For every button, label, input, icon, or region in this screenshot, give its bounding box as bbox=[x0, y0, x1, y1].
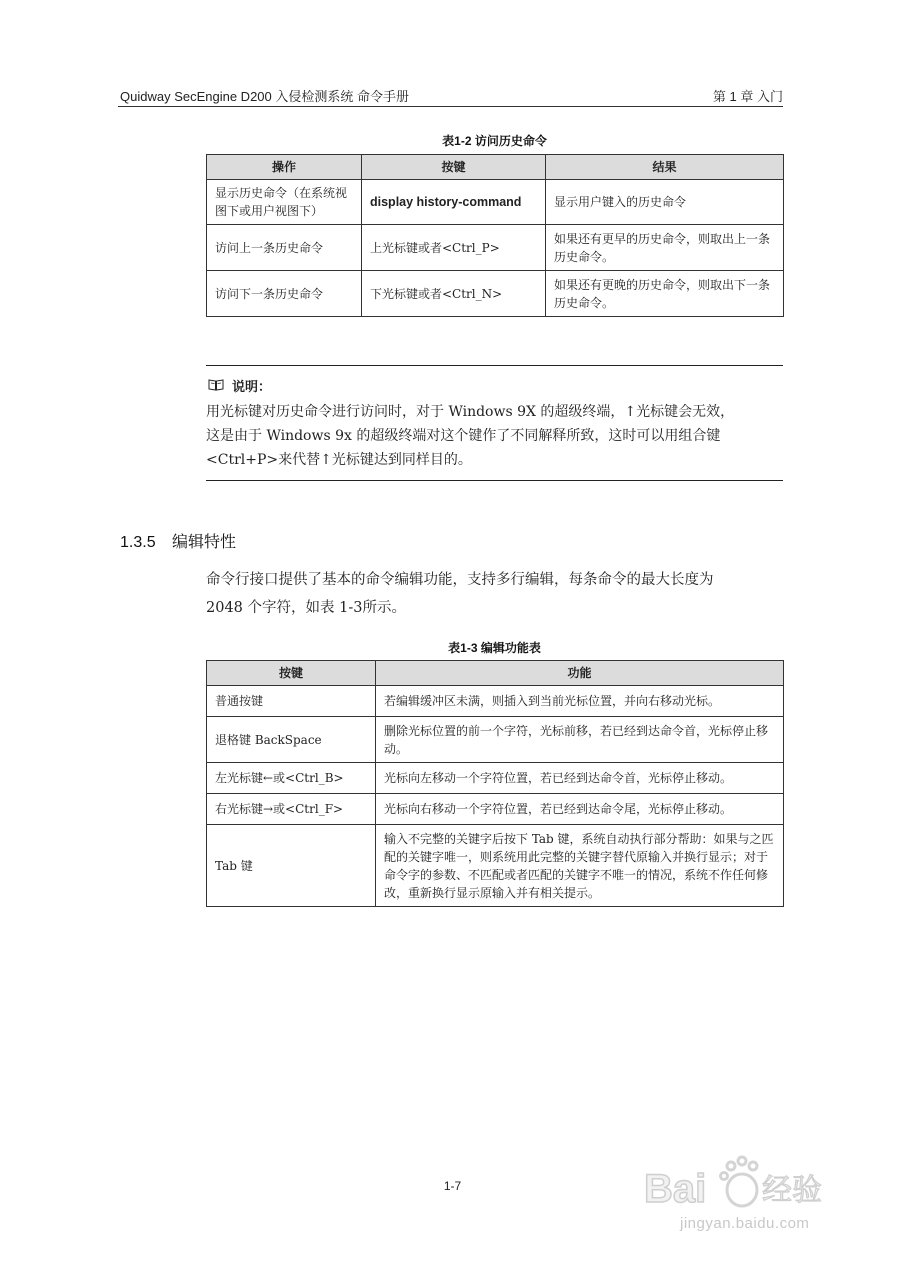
note-line: 用光标键对历史命令进行访问时，对于 Windows 9X 的超级终端，↑光标键会无效， bbox=[206, 404, 735, 420]
history-commands-table bbox=[206, 154, 784, 317]
note-body bbox=[206, 400, 783, 472]
section-title: 编辑特性 bbox=[172, 534, 237, 551]
table-cell: 显示用户键入的历史命令 bbox=[546, 180, 784, 225]
table-cell: 如果还有更晚的历史命令，则取出下一条历史命令。 bbox=[546, 271, 784, 317]
note-bottom-rule bbox=[206, 480, 783, 481]
table-cell: 普通按键 bbox=[207, 686, 376, 717]
watermark-url: jingyan.baidu.com bbox=[680, 1215, 810, 1232]
table1-header-operation: 操作 bbox=[207, 155, 362, 180]
table-row bbox=[207, 225, 784, 271]
header-chapter: 第 1 章 入门 bbox=[712, 89, 783, 104]
table-cell: 若编辑缓冲区未满，则插入到当前光标位置，并向右移动光标。 bbox=[376, 686, 784, 717]
table-cell: 访问下一条历史命令 bbox=[207, 271, 362, 317]
table-cell: 下光标键或者<Ctrl_N> bbox=[362, 271, 546, 317]
baidu-jingyan-watermark-icon bbox=[638, 1140, 838, 1250]
table-cell: 左光标键←或<Ctrl_B> bbox=[207, 763, 376, 794]
table-cell: 上光标键或者<Ctrl_P> bbox=[362, 225, 546, 271]
table-cell: 输入不完整的关键字后按下 Tab 键，系统自动执行部分帮助：如果与之匹配的关键字唯一，则系统用此完整的关键字替代原输入并换行显示；对于命令字的参数、不匹配或者匹配的关键字不唯一的情况，系统不作任何修改，重新换行显示原输入并有相关提示。 bbox=[376, 825, 784, 907]
table2-caption: 表1-3 编辑功能表 bbox=[448, 641, 541, 655]
table2-header-function: 功能 bbox=[376, 661, 784, 686]
table-row bbox=[207, 180, 784, 225]
table1-caption: 表1-2 访问历史命令 bbox=[442, 134, 547, 148]
section-paragraph bbox=[206, 566, 786, 622]
note-title bbox=[208, 376, 271, 395]
page-number: 1-7 bbox=[443, 1179, 462, 1193]
table-row bbox=[207, 794, 784, 825]
section-number: 1.3.5 bbox=[120, 534, 156, 551]
table-row bbox=[207, 717, 784, 763]
note-label: 说明： bbox=[232, 379, 272, 394]
table-cell: display history-command bbox=[362, 180, 546, 225]
table-cell: 光标向右移动一个字符位置，若已经到达命令尾，光标停止移动。 bbox=[376, 794, 784, 825]
header-rule bbox=[118, 106, 783, 107]
table-cell: 删除光标位置的前一个字符，光标前移，若已经到达命令首，光标停止移动。 bbox=[376, 717, 784, 763]
section-heading bbox=[120, 529, 236, 552]
note-line: 这是由于 Windows 9x 的超级终端对这个键作了不同解释所致，这时可以用组合键 bbox=[206, 428, 721, 444]
table-cell: 退格键 BackSpace bbox=[207, 717, 376, 763]
note-top-rule bbox=[206, 365, 783, 366]
table-cell: 显示历史命令（在系统视图下或用户视图下） bbox=[207, 180, 362, 225]
paragraph-line: 2048 个字符，如表 1-3所示。 bbox=[206, 600, 406, 616]
table-row bbox=[207, 825, 784, 907]
svg-text:Bai: Bai bbox=[644, 1167, 707, 1211]
table-cell: 如果还有更早的历史命令，则取出上一条历史命令。 bbox=[546, 225, 784, 271]
table-row bbox=[207, 763, 784, 794]
svg-text:经验: 经验 bbox=[762, 1173, 822, 1208]
table-cell: Tab 键 bbox=[207, 825, 376, 907]
table-cell: 右光标键→或<Ctrl_F> bbox=[207, 794, 376, 825]
table-cell: 访问上一条历史命令 bbox=[207, 225, 362, 271]
table-cell: 光标向左移动一个字符位置，若已经到达命令首，光标停止移动。 bbox=[376, 763, 784, 794]
table1-header-key: 按键 bbox=[362, 155, 546, 180]
table2-header-key: 按键 bbox=[207, 661, 376, 686]
note-line: <Ctrl+P>来代替↑光标键达到同样目的。 bbox=[206, 452, 472, 468]
edit-functions-table bbox=[206, 660, 784, 907]
table-row bbox=[207, 271, 784, 317]
table1-header-result: 结果 bbox=[546, 155, 784, 180]
paragraph-line: 命令行接口提供了基本的命令编辑功能，支持多行编辑，每条命令的最大长度为 bbox=[206, 572, 714, 588]
table-row bbox=[207, 686, 784, 717]
header-doc-title: Quidway SecEngine D200 入侵检测系统 命令手册 bbox=[120, 89, 409, 104]
book-icon bbox=[208, 378, 224, 394]
